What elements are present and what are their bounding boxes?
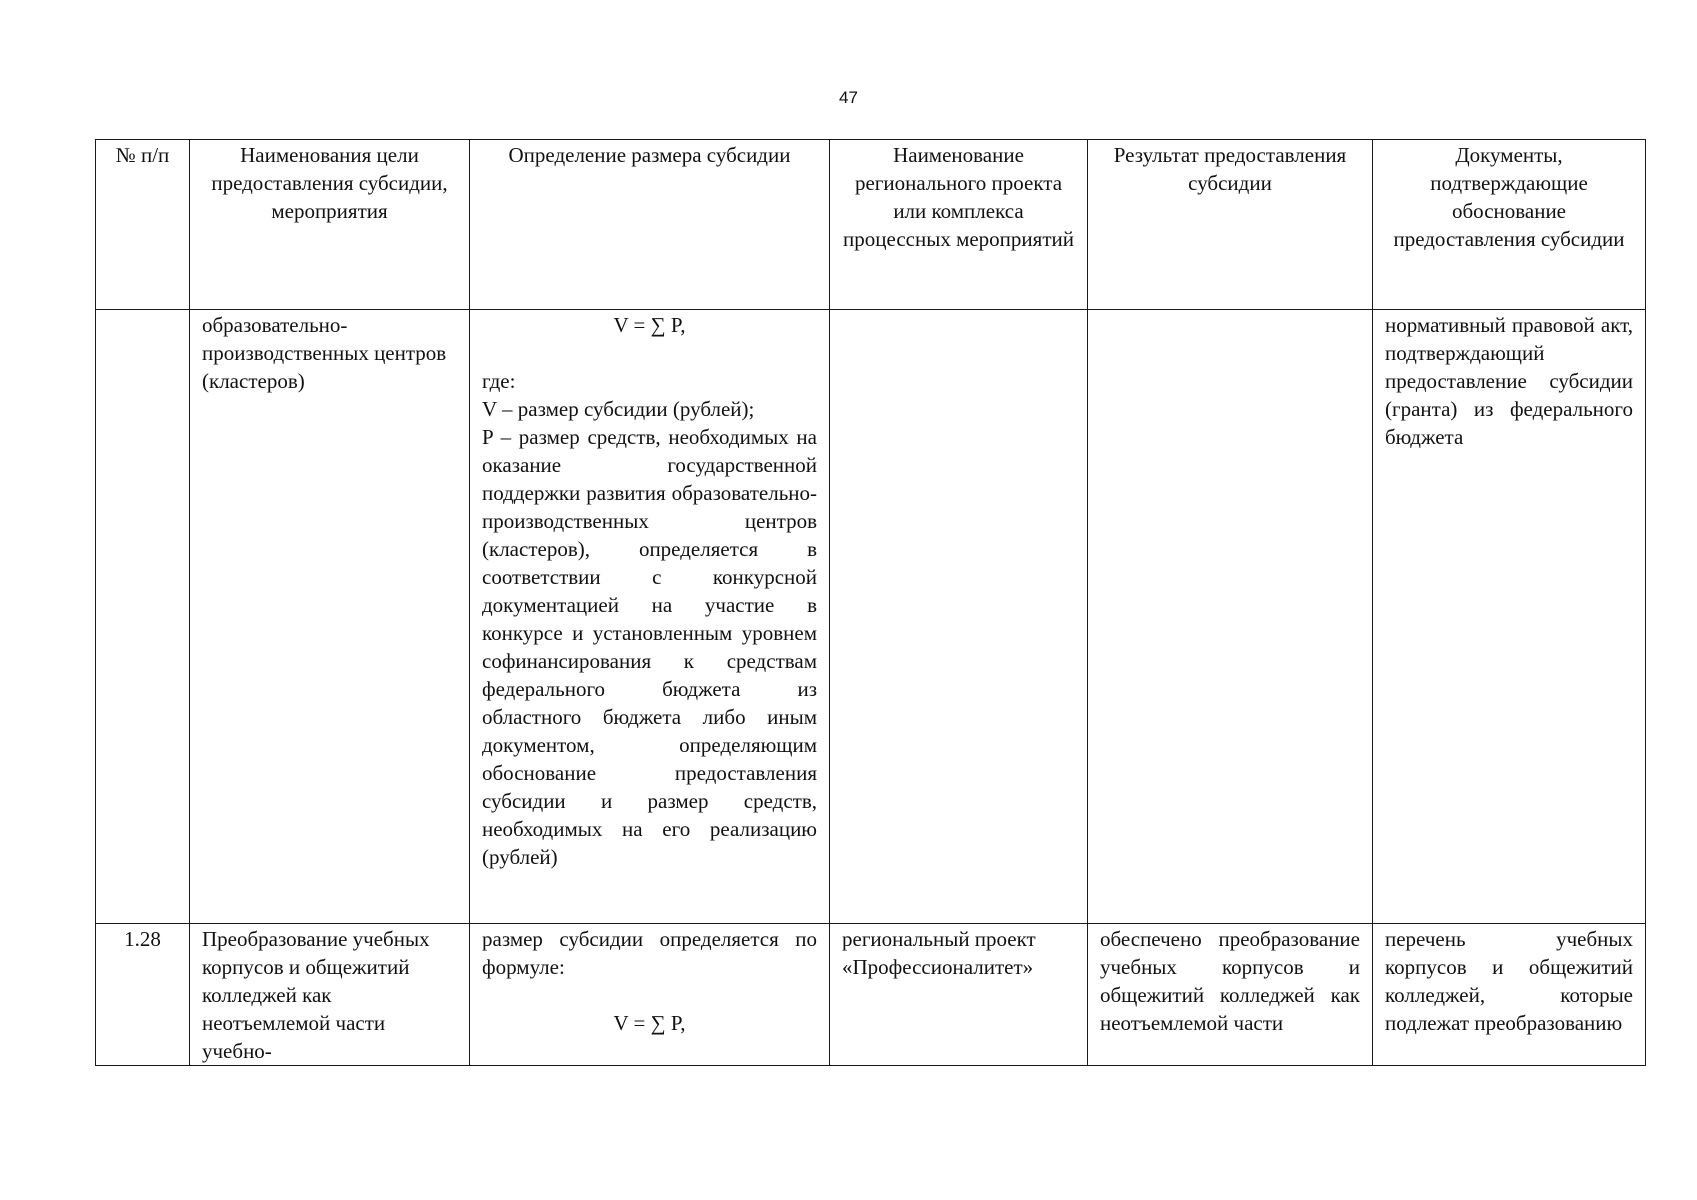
cell-documents: нормативный правовой акт, подтверждающий предоставление субсидии (гранта) из федерального бюджета [1373, 310, 1646, 924]
header-result: Результат предоставления субсидии [1088, 140, 1373, 310]
cell-number [96, 310, 190, 924]
cell-project: региональный проект «Профессионалитет» [830, 924, 1088, 1066]
header-size-definition: Определение размера субсидии [470, 140, 830, 310]
cell-number: 1.28 [96, 924, 190, 1066]
cell-documents: перечень учебных корпусов и общежитий колледжей, которые подлежат преобразованию [1373, 924, 1646, 1066]
header-documents: Документы, подтверждающие обоснование предоставления субсидии [1373, 140, 1646, 310]
cell-size-definition [470, 310, 830, 924]
cell-result: обеспечено преобразование учебных корпусов и общежитий колледжей как неотъемлемой части [1088, 924, 1373, 1066]
cell-goal: Преобразование учебных корпусов и общежитий колледжей как неотъемлемой части учебно- [190, 924, 470, 1066]
where-label: где: [482, 369, 516, 393]
cell-size-definition [470, 924, 830, 1066]
formula: V = ∑ P, [613, 1011, 686, 1035]
formula: V = ∑ P, [613, 313, 686, 337]
v-definition: V – размер субсидии (рублей); [482, 397, 755, 421]
formula-intro: размер субсидии определяется по формуле: [482, 927, 817, 979]
table-header-row [96, 140, 1646, 310]
header-number: № п/п [96, 140, 190, 310]
page-number: 47 [839, 88, 858, 107]
header-project: Наименование регионального проекта или комплекса процессных мероприятий [830, 140, 1088, 310]
header-goal: Наименования цели предоставления субсидии, мероприятия [190, 140, 470, 310]
cell-goal: образовательно-производственных центров (кластеров) [190, 310, 470, 924]
cell-result [1088, 310, 1373, 924]
table-row [96, 310, 1646, 924]
cell-project [830, 310, 1088, 924]
p-definition: P – размер средств, необходимых на оказание государственной поддержки развития образовательно-производственных центров (кластеров), определяется в соответствии с конкурсной документацией на участие в конкурсе и установленным уровнем софинансирования к средствам федерального бюджета из областного бюджета либо иным документом, определяющим обоснование предоставления субсидии и размер средств, необходимых на его реализацию (рублей) [482, 425, 817, 869]
subsidy-table [95, 139, 1646, 1066]
table-row [96, 924, 1646, 1066]
